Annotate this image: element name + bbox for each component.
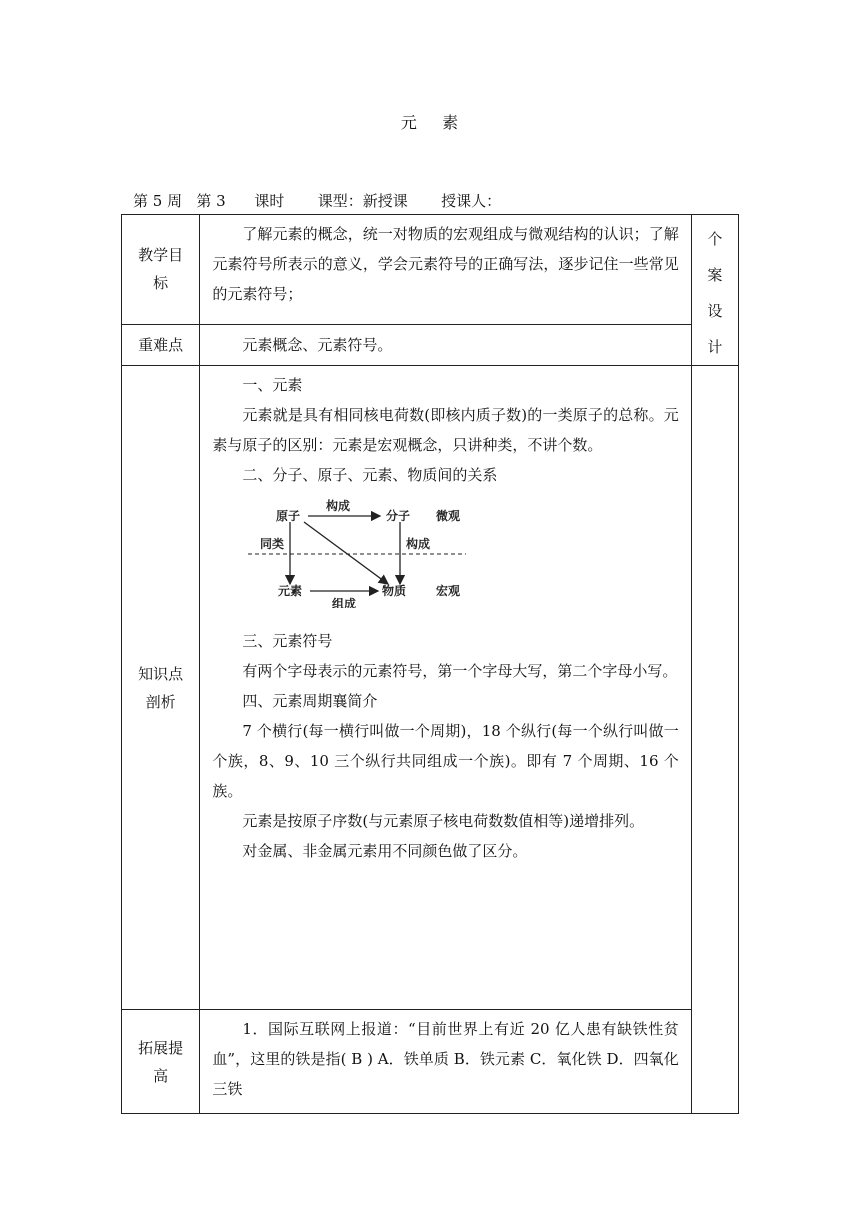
analysis-label-line1: 知识点 [138, 664, 184, 683]
analysis-content-cell [200, 366, 691, 1010]
goals-label-cell [122, 215, 200, 325]
analysis-label-cell [122, 366, 200, 1010]
diagram-constitute-right: 构成 [406, 537, 431, 551]
table-row-key-points [122, 324, 739, 365]
diagram-micro: 微观 [436, 509, 461, 523]
document-title [0, 110, 860, 133]
goals-text-cell [200, 215, 691, 325]
key-points-text-cell [200, 324, 691, 365]
side-column-header [691, 215, 738, 366]
side-char-4: 计 [707, 338, 723, 356]
symbol-rule: 有两个字母表示的元素符号，第一个字母大写，第二个字母小写。 [242, 662, 678, 680]
title-char-1: 元 [400, 113, 418, 132]
lesson-plan-table [121, 214, 739, 1114]
diagram-element: 元素 [278, 584, 303, 598]
arrow-atom-to-matter [304, 522, 388, 584]
extension-label-line1: 拓展提 [138, 1038, 184, 1057]
element-definition: 元素就是具有相同核电荷数(即核内质子数)的一类原子的总称。元素与原子的区别：元素是宏观概念，只讲种类，不讲个数。 [212, 406, 679, 454]
key-points-label: 重难点 [122, 324, 200, 365]
analysis-label-line2: 剖析 [145, 692, 176, 711]
extension-question: 1．国际互联网上报道：“目前世界上有近 20 亿人患有缺铁性贫血”，这里的铁是指( B ) A．铁单质 B．铁元素 C．氧化铁 D．四氧化三铁 [212, 1020, 679, 1098]
diagram-molecule: 分子 [386, 509, 411, 523]
side-char-2: 案 [707, 266, 723, 284]
side-char-3: 设 [707, 302, 723, 320]
diagram-compose: 组成 [332, 597, 357, 608]
meta-teacher: 授课人： [441, 192, 502, 210]
diagram-atom: 原子 [276, 509, 301, 523]
diagram-matter: 物质 [382, 584, 407, 598]
extension-text-cell [200, 1010, 691, 1114]
diagram-same-kind: 同类 [260, 537, 285, 551]
table-row-analysis [122, 366, 739, 1010]
table-row-extension [122, 1010, 739, 1114]
section-heading-element: 一、元素 [242, 376, 303, 394]
meta-lesson-no: 第 3 [196, 192, 226, 210]
periodic-table-rows-columns: 7 个横行(每一横行叫做一个周期)，18 个纵行(每一个纵行叫做一个族，8、9、10 三个纵行共同组成一个族)。即有 7 个周期、16 个族。 [212, 722, 679, 800]
side-char-1: 个 [707, 230, 723, 248]
meta-period: 课时 [254, 192, 285, 210]
meta-week: 第 5 周 [133, 192, 183, 210]
key-points-text: 元素概念、元素符号。 [242, 335, 393, 354]
periodic-table-order: 元素是按原子序数(与元素原子核电荷数数值相等)递增排列。 [242, 812, 645, 830]
section-heading-relationship: 二、分子、原子、元素、物质间的关系 [242, 466, 498, 484]
periodic-table-colors: 对金属、非金属元素用不同颜色做了区分。 [242, 842, 528, 860]
section-heading-periodic-table: 四、元素周期襄简介 [242, 692, 378, 710]
diagram-constitute-top: 构成 [326, 499, 351, 513]
side-column-notes [691, 366, 738, 1114]
table-row-goals [122, 215, 739, 325]
title-char-2: 素 [442, 113, 460, 132]
lesson-meta-line [133, 190, 501, 211]
relationship-diagram [248, 498, 488, 608]
meta-type: 课型：新授课 [317, 192, 408, 210]
extension-label-cell [122, 1010, 200, 1114]
section-heading-symbol: 三、元素符号 [242, 632, 333, 650]
goals-label: 教学目标 [138, 246, 184, 293]
diagram-macro: 宏观 [436, 584, 461, 598]
goals-text: 了解元素的概念，统一对物质的宏观组成与微观结构的认识；了解元素符号所表示的意义，学会元素符号的正确写法，逐步记住一些常见的元素符号； [212, 225, 679, 303]
extension-label-line2: 高 [153, 1066, 169, 1085]
